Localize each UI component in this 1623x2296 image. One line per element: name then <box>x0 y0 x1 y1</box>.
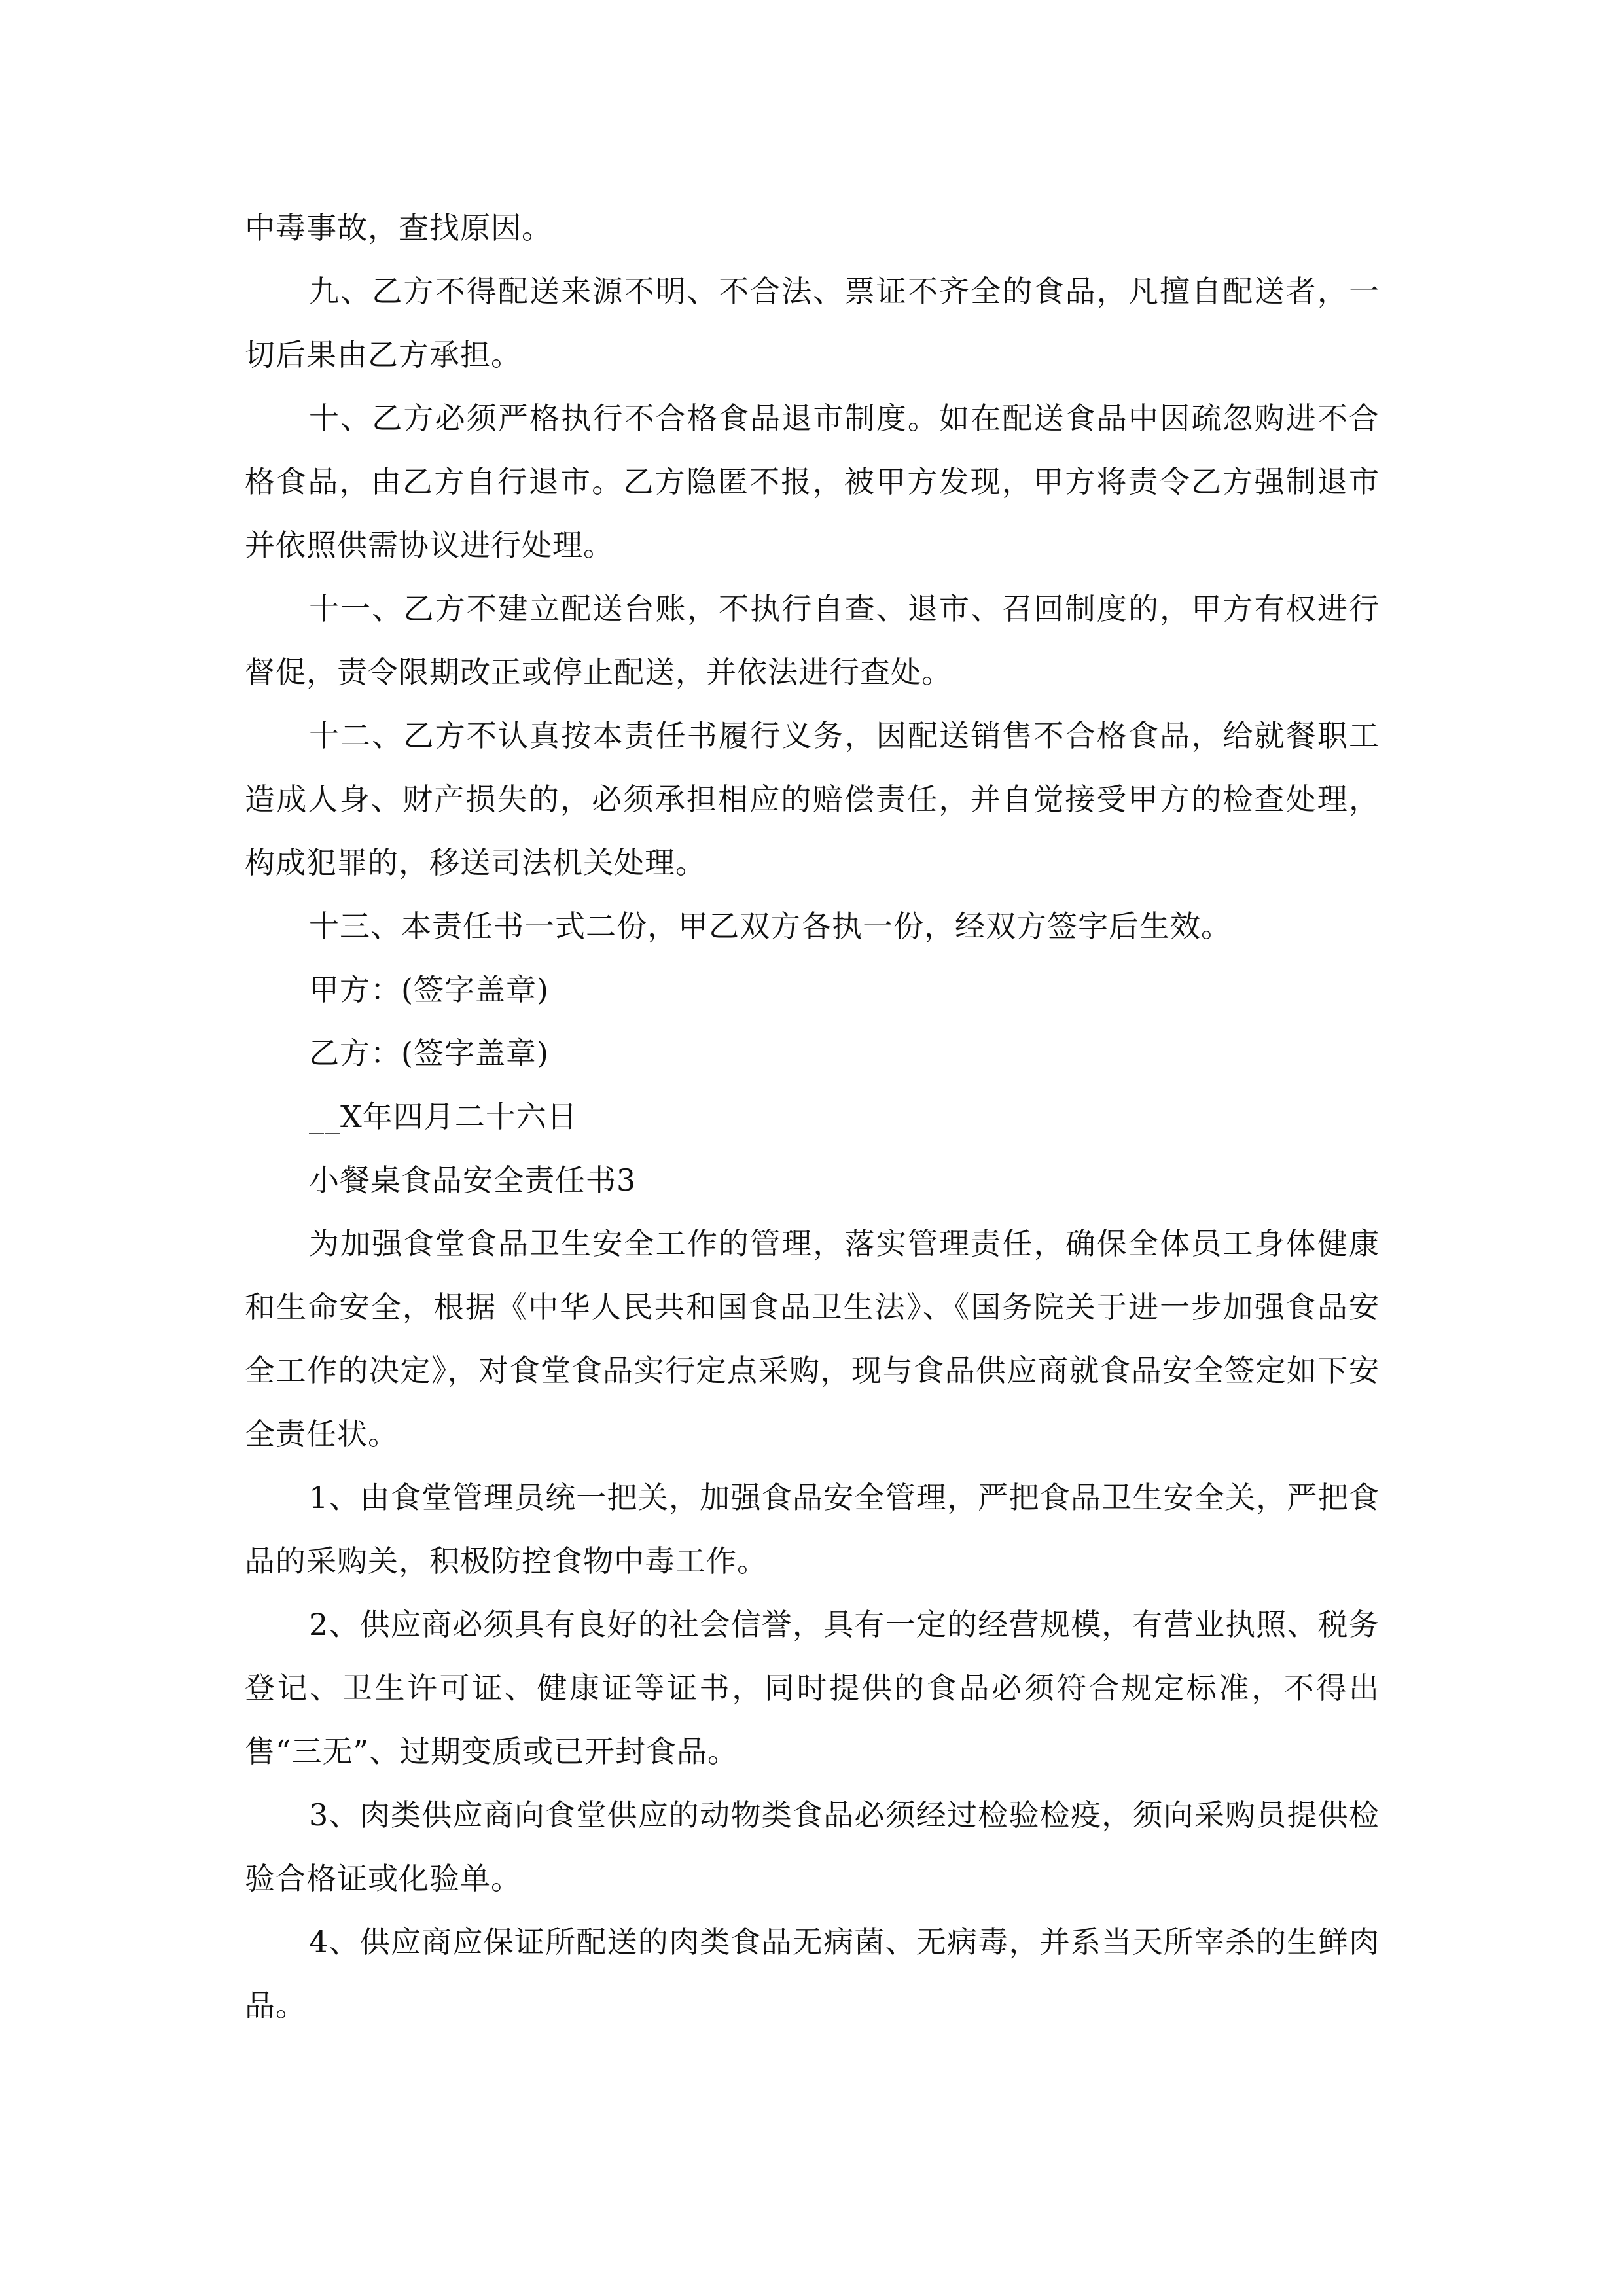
section-title: 小餐桌食品安全责任书3 <box>309 1162 637 1198</box>
paragraph-continuation: 中毒事故，查找原因。 <box>245 210 552 245</box>
paragraph-item-3: 3、肉类供应商向食堂供应的动物类食品必须经过检验检疫，须向采购员提供检验合格证或化验单。 <box>245 1797 1380 1896</box>
paragraph-item-2: 2、供应商必须具有良好的社会信誉，具有一定的经营规模，有营业执照、税务登记、卫生许可证、健康证等证书，同时提供的食品必须符合规定标准，不得出售“三无”、过期变质或已开封食品。 <box>245 1607 1380 1769</box>
paragraph-clause-11: 十一、乙方不建立配送台账，不执行自查、退市、召回制度的，甲方有权进行督促，责令限期改正或停止配送，并依法进行查处。 <box>245 591 1380 690</box>
paragraph-clause-13: 十三、本责任书一式二份，甲乙双方各执一份，经双方签字后生效。 <box>309 908 1232 944</box>
party-a-signature-line: 甲方：(签字盖章) <box>309 972 549 1007</box>
document-page <box>245 196 1380 2037</box>
date-line: __X年四月二十六日 <box>309 1099 578 1134</box>
paragraph-item-1: 1、由食堂管理员统一把关，加强食品安全管理，严把食品卫生安全关，严把食品的采购关，积极防控食物中毒工作。 <box>245 1480 1380 1579</box>
paragraph-item-4: 4、供应商应保证所配送的肉类食品无病菌、无病毒，并系当天所宰杀的生鲜肉品。 <box>245 1924 1380 2023</box>
paragraph-intro: 为加强食堂食品卫生安全工作的管理，落实管理责任，确保全体员工身体健康和生命安全，根据《中华人民共和国食品卫生法》、《国务院关于进一步加强食品安全工作的决定》，对食堂食品实行定点采购，现与食品供应商就食品安全签定如下安全责任状。 <box>245 1226 1380 1452</box>
paragraph-clause-9: 九、乙方不得配送来源不明、不合法、票证不齐全的食品，凡擅自配送者，一切后果由乙方承担。 <box>245 274 1380 372</box>
party-b-signature-line: 乙方：(签字盖章) <box>309 1035 549 1071</box>
paragraph-clause-12: 十二、乙方不认真按本责任书履行义务，因配送销售不合格食品，给就餐职工造成人身、财产损失的，必须承担相应的赔偿责任，并自觉接受甲方的检查处理，构成犯罪的，移送司法机关处理。 <box>245 718 1380 880</box>
paragraph-clause-10: 十、乙方必须严格执行不合格食品退市制度。如在配送食品中因疏忽购进不合格食品，由乙方自行退市。乙方隐匿不报，被甲方发现，甲方将责令乙方强制退市并依照供需协议进行处理。 <box>245 401 1380 563</box>
